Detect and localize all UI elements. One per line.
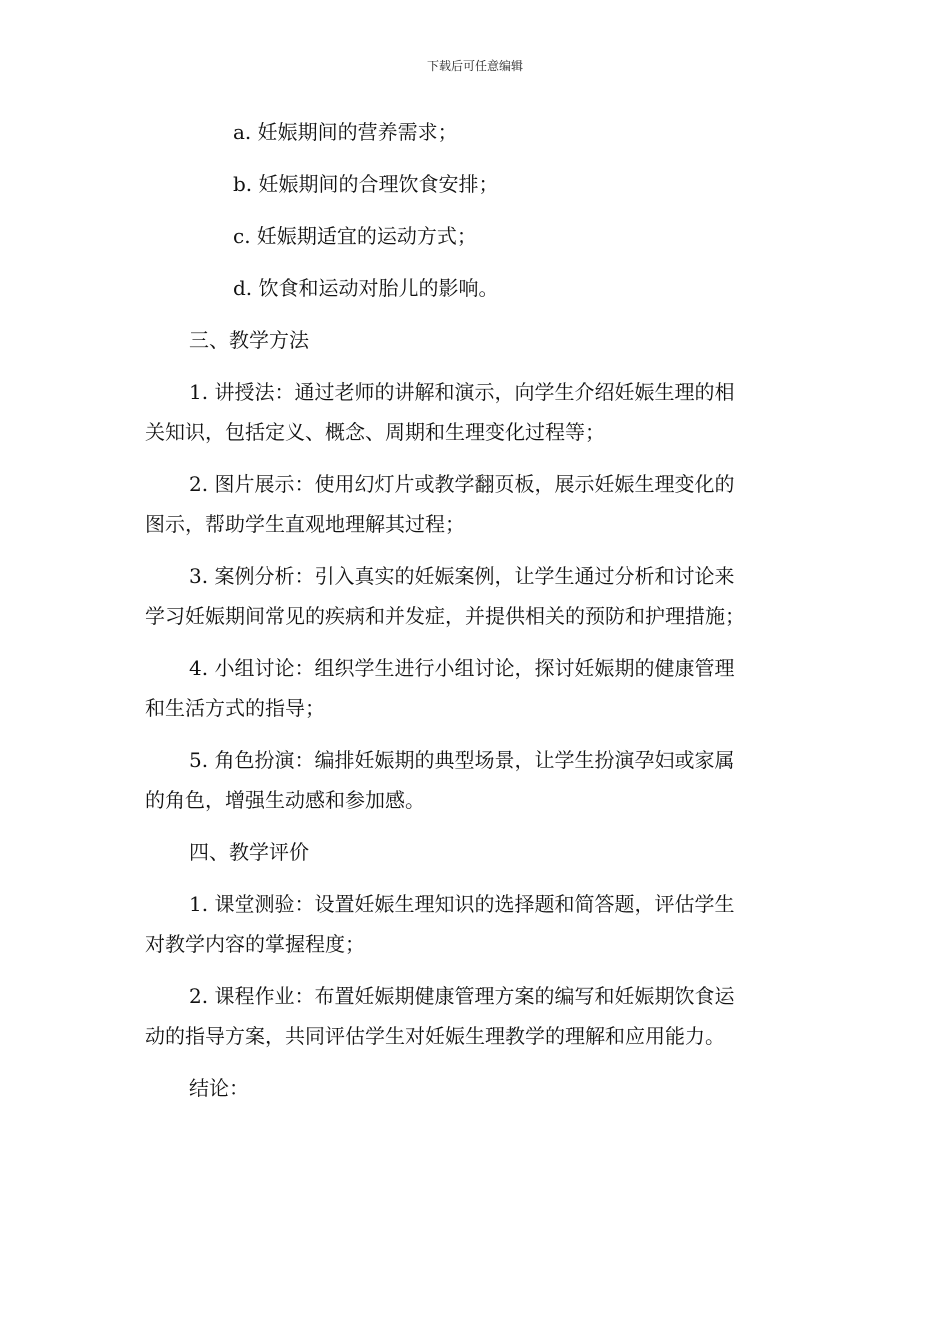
method-item-4-line-2: 和生活方式的指导； [145,696,325,720]
method-item-5-line-1: 5. 角色扮演：编排妊娠期的典型场景，让学生扮演孕妇或家属 [189,748,735,772]
evaluation-item-2-line-2: 动的指导方案，共同评估学生对妊娠生理教学的理解和应用能力。 [145,1024,725,1048]
document-body [145,112,805,1120]
list-item-a: a. 妊娠期间的营养需求； [233,120,458,144]
evaluation-item-1-line-1: 1. 课堂测验：设置妊娠生理知识的选择题和简答题，评估学生 [189,892,735,916]
method-item-4-line-1: 4. 小组讨论：组织学生进行小组讨论，探讨妊娠期的健康管理 [189,656,735,680]
method-item-1 [145,372,805,452]
method-item-3-line-2: 学习妊娠期间常见的疾病和并发症，并提供相关的预防和护理措施； [145,604,745,628]
method-item-5-line-2: 的角色，增强生动感和参加感。 [145,788,425,812]
evaluation-item-2 [145,976,805,1056]
evaluation-item-1-line-2: 对教学内容的掌握程度； [145,932,365,956]
list-item-b: b. 妊娠期间的合理饮食安排； [233,172,499,196]
method-item-3-line-1: 3. 案例分析：引入真实的妊娠案例，让学生通过分析和讨论来 [189,564,735,588]
method-item-2-line-2: 图示，帮助学生直观地理解其过程； [145,512,465,536]
method-item-1-line-2: 关知识，包括定义、概念、周期和生理变化过程等； [145,420,605,444]
section-heading-teaching-methods: 三、教学方法 [189,328,309,352]
page-header: 下载后可任意编辑 [426,59,523,73]
method-item-3 [145,556,805,636]
list-item-c: c. 妊娠期适宜的运动方式； [233,224,477,248]
method-item-2-line-1: 2. 图片展示：使用幻灯片或教学翻页板，展示妊娠生理变化的 [189,472,735,496]
section-heading-teaching-evaluation: 四、教学评价 [189,840,309,864]
method-item-2 [145,464,805,544]
list-item-d: d. 饮食和运动对胎儿的影响。 [233,276,499,300]
evaluation-item-2-line-1: 2. 课程作业：布置妊娠期健康管理方案的编写和妊娠期饮食运 [189,984,735,1008]
method-item-5 [145,740,805,820]
method-item-1-line-1: 1. 讲授法：通过老师的讲解和演示，向学生介绍妊娠生理的相 [189,380,735,404]
method-item-4 [145,648,805,728]
evaluation-item-1 [145,884,805,964]
conclusion-heading: 结论： [189,1076,249,1100]
